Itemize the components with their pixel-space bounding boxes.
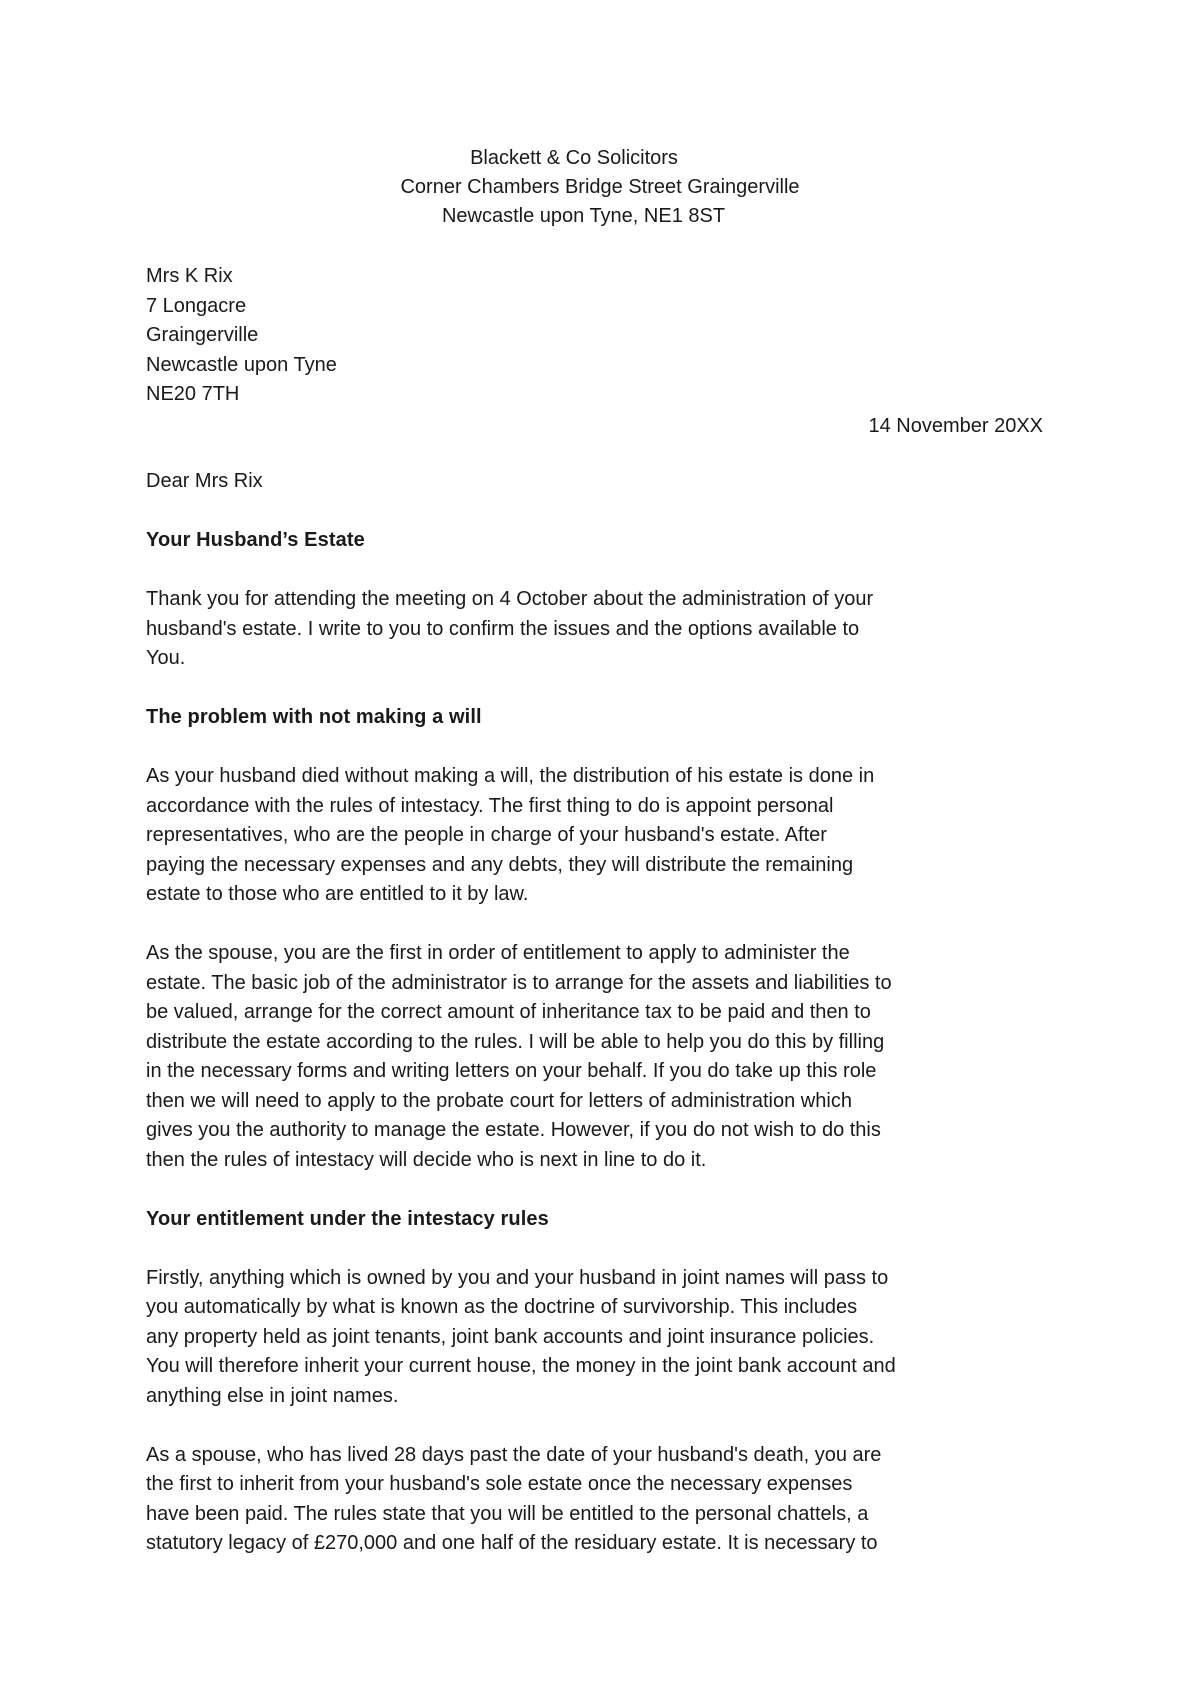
- section-heading: Your Husband’s Estate: [146, 529, 365, 551]
- paragraph-line: You.: [146, 647, 186, 669]
- paragraph-line: anything else in joint names.: [146, 1384, 399, 1407]
- salutation: Dear Mrs Rix: [146, 470, 263, 492]
- paragraph-line: paying the necessary expenses and any debts, they will distribute the remaining: [146, 853, 854, 876]
- firm-name: Blackett & Co Solicitors: [470, 147, 678, 169]
- body-paragraph: [146, 1264, 1006, 1412]
- section-heading: The problem with not making a will: [146, 706, 482, 728]
- paragraph-line: representatives, who are the people in charge of your husband's estate. After: [146, 824, 827, 846]
- letter-sections: [146, 526, 1006, 1559]
- paragraph-line: then the rules of intestacy will decide who is next in line to do it.: [146, 1148, 707, 1171]
- paragraph-line: You will therefore inherit your current house, the money in the joint bank account and: [146, 1355, 896, 1377]
- paragraph-line: distribute the estate according to the rules. I will be able to help you do this by filling: [146, 1030, 885, 1053]
- paragraph-line: accordance with the rules of intestacy. The first thing to do is appoint personal: [146, 794, 834, 817]
- paragraph-line: As the spouse, you are the first in order of entitlement to apply to administer the: [146, 942, 850, 964]
- recipient-postcode: NE20 7TH: [146, 383, 240, 405]
- letterhead: [0, 144, 1200, 231]
- paragraph-line: husband's estate. I write to you to confirm the issues and the options available to: [146, 617, 860, 640]
- paragraph-line: then we will need to apply to the probate court for letters of administration which: [146, 1089, 852, 1112]
- section-heading: Your entitlement under the intestacy rules: [146, 1207, 549, 1230]
- paragraph-line: you automatically by what is known as the doctrine of survivorship. This includes: [146, 1296, 858, 1318]
- firm-address-line-2: Newcastle upon Tyne, NE1 8ST: [441, 205, 726, 227]
- paragraph-line: gives you the authority to manage the estate. However, if you do not wish to do this: [146, 1119, 881, 1141]
- paragraph-line: Firstly, anything which is owned by you and your husband in joint names will pass to: [146, 1266, 889, 1289]
- paragraph-line: the first to inherit from your husband's sole estate once the necessary expenses: [146, 1473, 853, 1495]
- body-paragraph: [146, 585, 1006, 674]
- paragraph-line: Thank you for attending the meeting on 4 October about the administration of your: [146, 588, 874, 610]
- body-paragraph: [146, 1441, 1006, 1559]
- letter-body: [146, 467, 1006, 1588]
- body-paragraph: [146, 762, 1006, 910]
- recipient-city: Newcastle upon Tyne: [146, 353, 337, 376]
- recipient-street: 7 Longacre: [146, 294, 247, 317]
- paragraph-line: estate. The basic job of the administrator is to arrange for the assets and liabilities to: [146, 971, 892, 994]
- paragraph-line: in the necessary forms and writing letters on your behalf. If you do take up this role: [146, 1060, 877, 1082]
- paragraph-line: statutory legacy of £270,000 and one half of the residuary estate. It is necessary to: [146, 1532, 878, 1554]
- paragraph-line: estate to those who are entitled to it by law.: [146, 883, 529, 905]
- recipient-address: [146, 262, 337, 410]
- paragraph-line: any property held as joint tenants, joint bank accounts and joint insurance policies.: [146, 1325, 875, 1348]
- paragraph-line: As your husband died without making a will, the distribution of his estate is done in: [146, 765, 875, 787]
- letter-date: 14 November 20XX: [868, 415, 1043, 437]
- paragraph-line: have been paid. The rules state that you will be entitled to the personal chattels, a: [146, 1502, 869, 1525]
- firm-address-line-1: Corner Chambers Bridge Street Graingerville: [400, 176, 800, 198]
- recipient-area: Graingerville: [146, 324, 259, 346]
- recipient-name: Mrs K Rix: [146, 265, 233, 287]
- paragraph-line: be valued, arrange for the correct amount of inheritance tax to be paid and then to: [146, 1001, 871, 1023]
- paragraph-line: As a spouse, who has lived 28 days past the date of your husband's death, you are: [146, 1443, 882, 1466]
- body-paragraph: [146, 939, 1006, 1175]
